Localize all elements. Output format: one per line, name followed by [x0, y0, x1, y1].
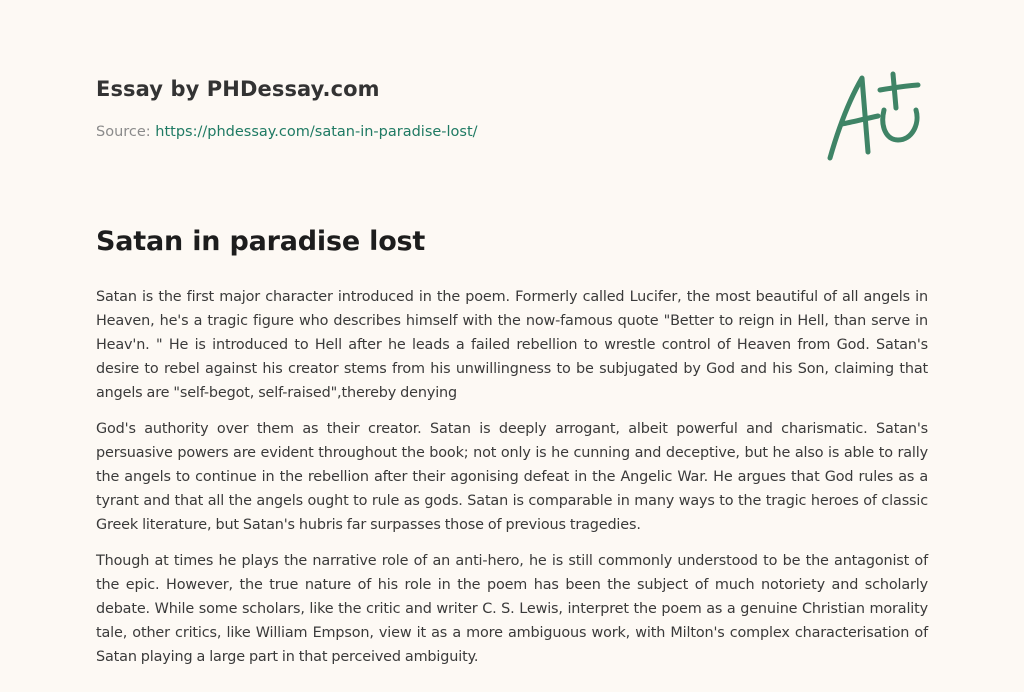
paragraph: Though at times he plays the narrative role of an anti-hero, he is still commonly understood to be the antagonist of the epic. However, the true nature of his role in the poem has been the subject of much notoriety and scholarly debate. While some scholars, like the critic and writer C. S. Lewis, interpret the poem as a genuine Christian morality tale, other critics, like William Empson, view it as a more ambiguous work, with Milton's complex characterisation of Satan playing a large part in that perceived ambiguity. — [96, 553, 928, 665]
paragraph: Satan is the first major character introduced in the poem. Formerly called Lucifer, the most beautiful of all angels in Heaven, he's a tragic figure who describes himself with the now-famous quote "Better to reign in Hell, than serve in Heav'n. " He is introduced to Hell after he leads a failed rebellion to wrestle control of Heaven from God. Satan's desire to rebel against his creator stems from his unwillingness to be subjugated by God and his Son, claiming that angels are "self-begot, self-raised",thereby denying — [96, 289, 928, 401]
source-line — [96, 124, 478, 140]
source-label: Source: — [96, 124, 151, 140]
page-title: Satan in paradise lost — [96, 226, 426, 257]
site-title: Essay by PHDessay.com — [96, 77, 380, 101]
paragraph: God's authority over them as their creator. Satan is deeply arrogant, albeit powerful and charismatic. Satan's persuasive powers are evident throughout the book; not only is he cunning and deceptive, but he also is able to rally the angels to continue in the rebellion after their agonising defeat in the Angelic War. He argues that God rules as a tyrant and that all the angels ought to rule as gods. Satan is comparable in many ways to the tragic heroes of classic Greek literature, but Satan's hubris far surpasses those of previous tragedies. — [96, 421, 928, 533]
source-link[interactable]: https://phdessay.com/satan-in-paradise-lost/ — [155, 124, 478, 140]
a-plus-grade-logo-icon — [822, 68, 930, 164]
essay-body — [96, 285, 928, 681]
